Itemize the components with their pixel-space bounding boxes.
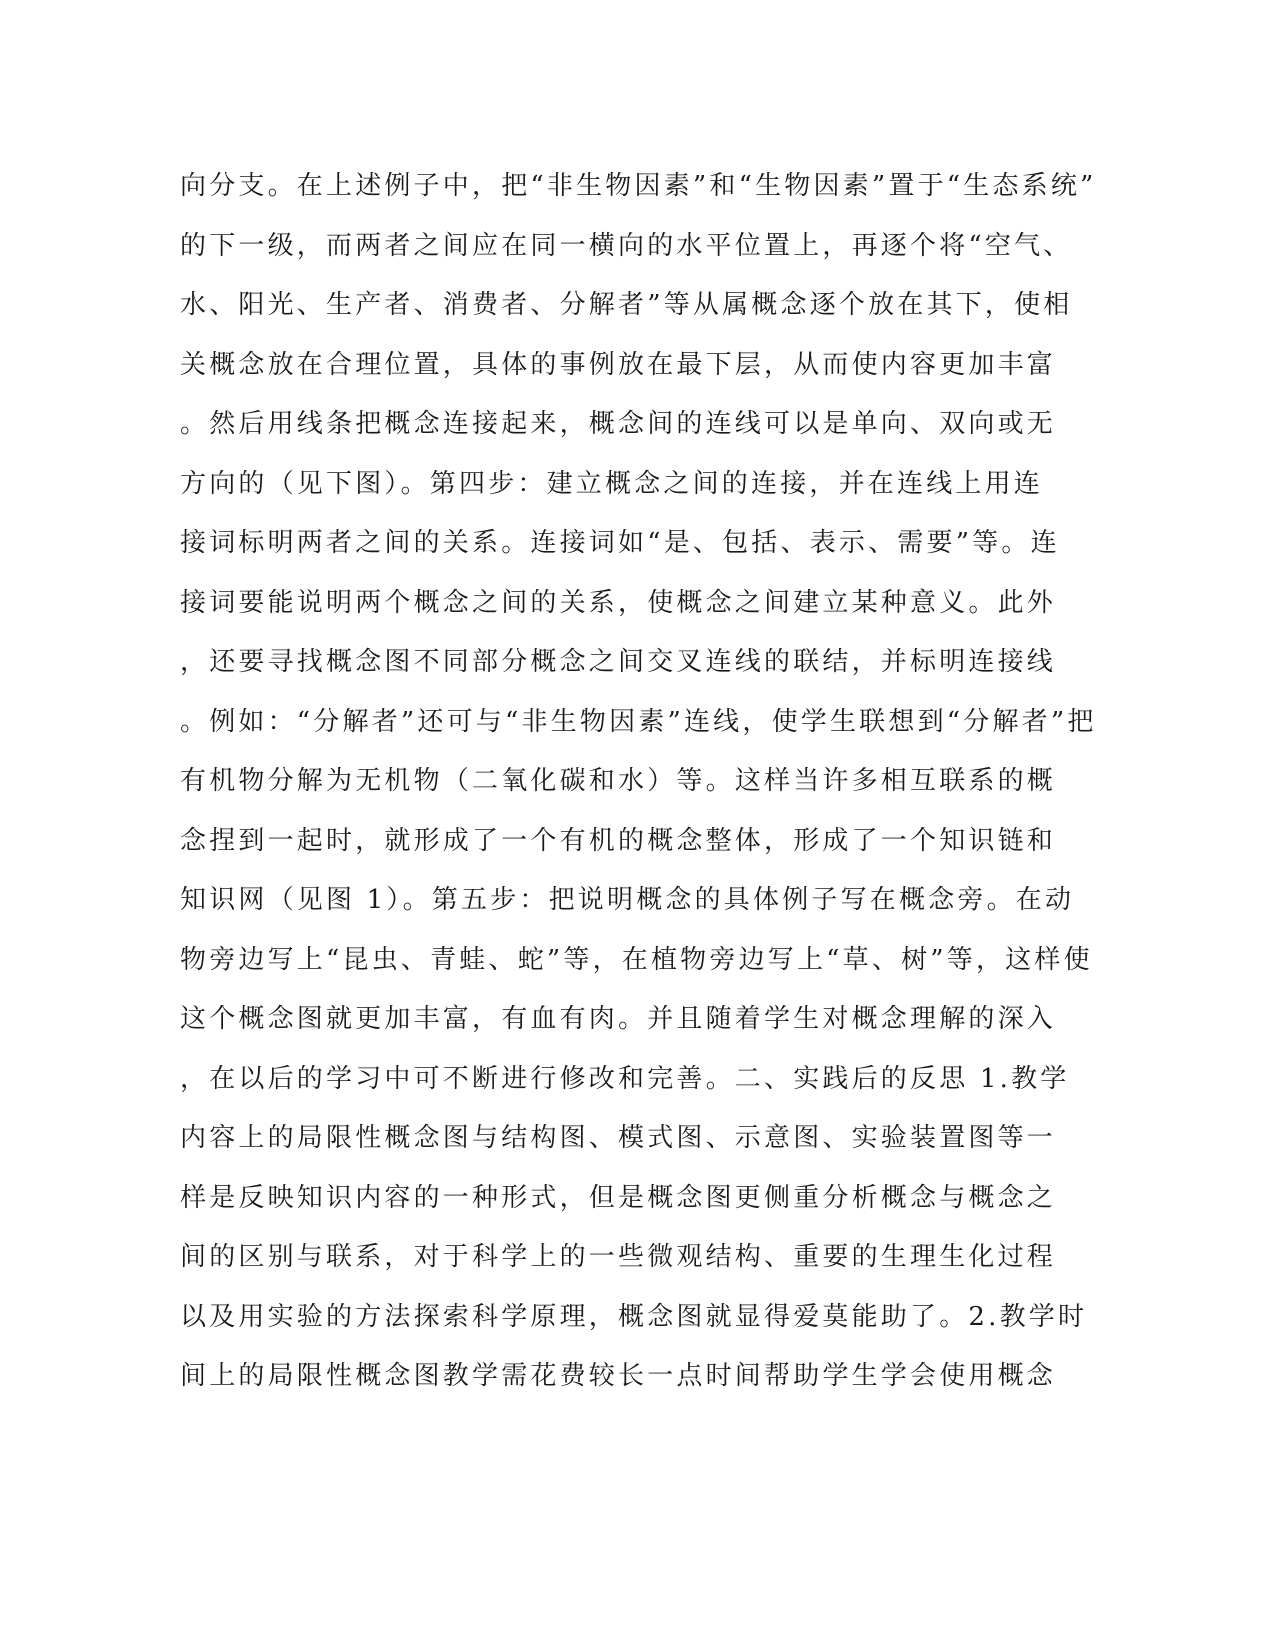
text-line: 接词要能说明两个概念之间的关系，使概念之间建立某种意义。此外 (180, 587, 1057, 618)
text-line: 样是反映知识内容的一种形式，但是概念图更侧重分析概念与概念之 (180, 1182, 1057, 1213)
text-line: 关概念放在合理位置，具体的事例放在最下层，从而使内容更加丰富 (180, 349, 1057, 380)
text-line: 这个概念图就更加丰富，有血有肉。并且随着学生对概念理解的深入 (180, 1004, 1057, 1034)
text-line: 内容上的局限性概念图与结构图、模式图、示意图、实验装置图等一 (180, 1123, 1057, 1153)
text-line: ，在以后的学习中可不断进行修改和完善。二、实践后的反思 1.教学 (180, 1063, 1070, 1094)
text-line: 以及用实验的方法探索科学原理，概念图就显得爱莫能助了。2.教学时 (180, 1301, 1088, 1332)
text-line: 间的区别与联系，对于科学上的一些微观结构、重要的生理生化过程 (180, 1242, 1057, 1272)
text-line: ，还要寻找概念图不同部分概念之间交叉连线的联结，并标明连接线 (180, 647, 1057, 677)
text-line: 。例如：“分解者”还可与“非生物因素”连线，使学生联想到“分解者”把 (180, 706, 1097, 737)
text-line: 水、阳光、生产者、消费者、分解者”等从属概念逐个放在其下，使相 (180, 290, 1073, 320)
text-line: 。然后用线条把概念连接起来，概念间的连线可以是单向、双向或无 (180, 409, 1057, 439)
text-line: 间上的局限性概念图教学需花费较长一点时间帮助学生学会使用概念 (180, 1361, 1057, 1391)
text-line: 有机物分解为无机物（二氧化碳和水）等。这样当许多相互联系的概 (180, 766, 1057, 796)
text-line: 念捏到一起时，就形成了一个有机的概念整体，形成了一个知识链和 (180, 825, 1057, 856)
text-line: 知识网（见图 1）。第五步：把说明概念的具体例子写在概念旁。在动 (180, 885, 1075, 915)
text-line: 的下一级，而两者之间应在同一横向的水平位置上，再逐个将“空气、 (180, 230, 1073, 261)
text-line: 物旁边写上“昆虫、青蛙、蛇”等，在植物旁边写上“草、树”等，这样使 (180, 944, 1093, 975)
text-line: 向分支。在上述例子中，把“非生物因素”和“生物因素”置于“生态系统” (180, 171, 1097, 201)
text-line: 方向的（见下图）。第四步：建立概念之间的连接，并在连线上用连 (180, 468, 1044, 499)
body-text (180, 157, 1097, 1407)
text-line: 接词标明两者之间的关系。连接词如“是、包括、表示、需要”等。连 (180, 528, 1060, 558)
